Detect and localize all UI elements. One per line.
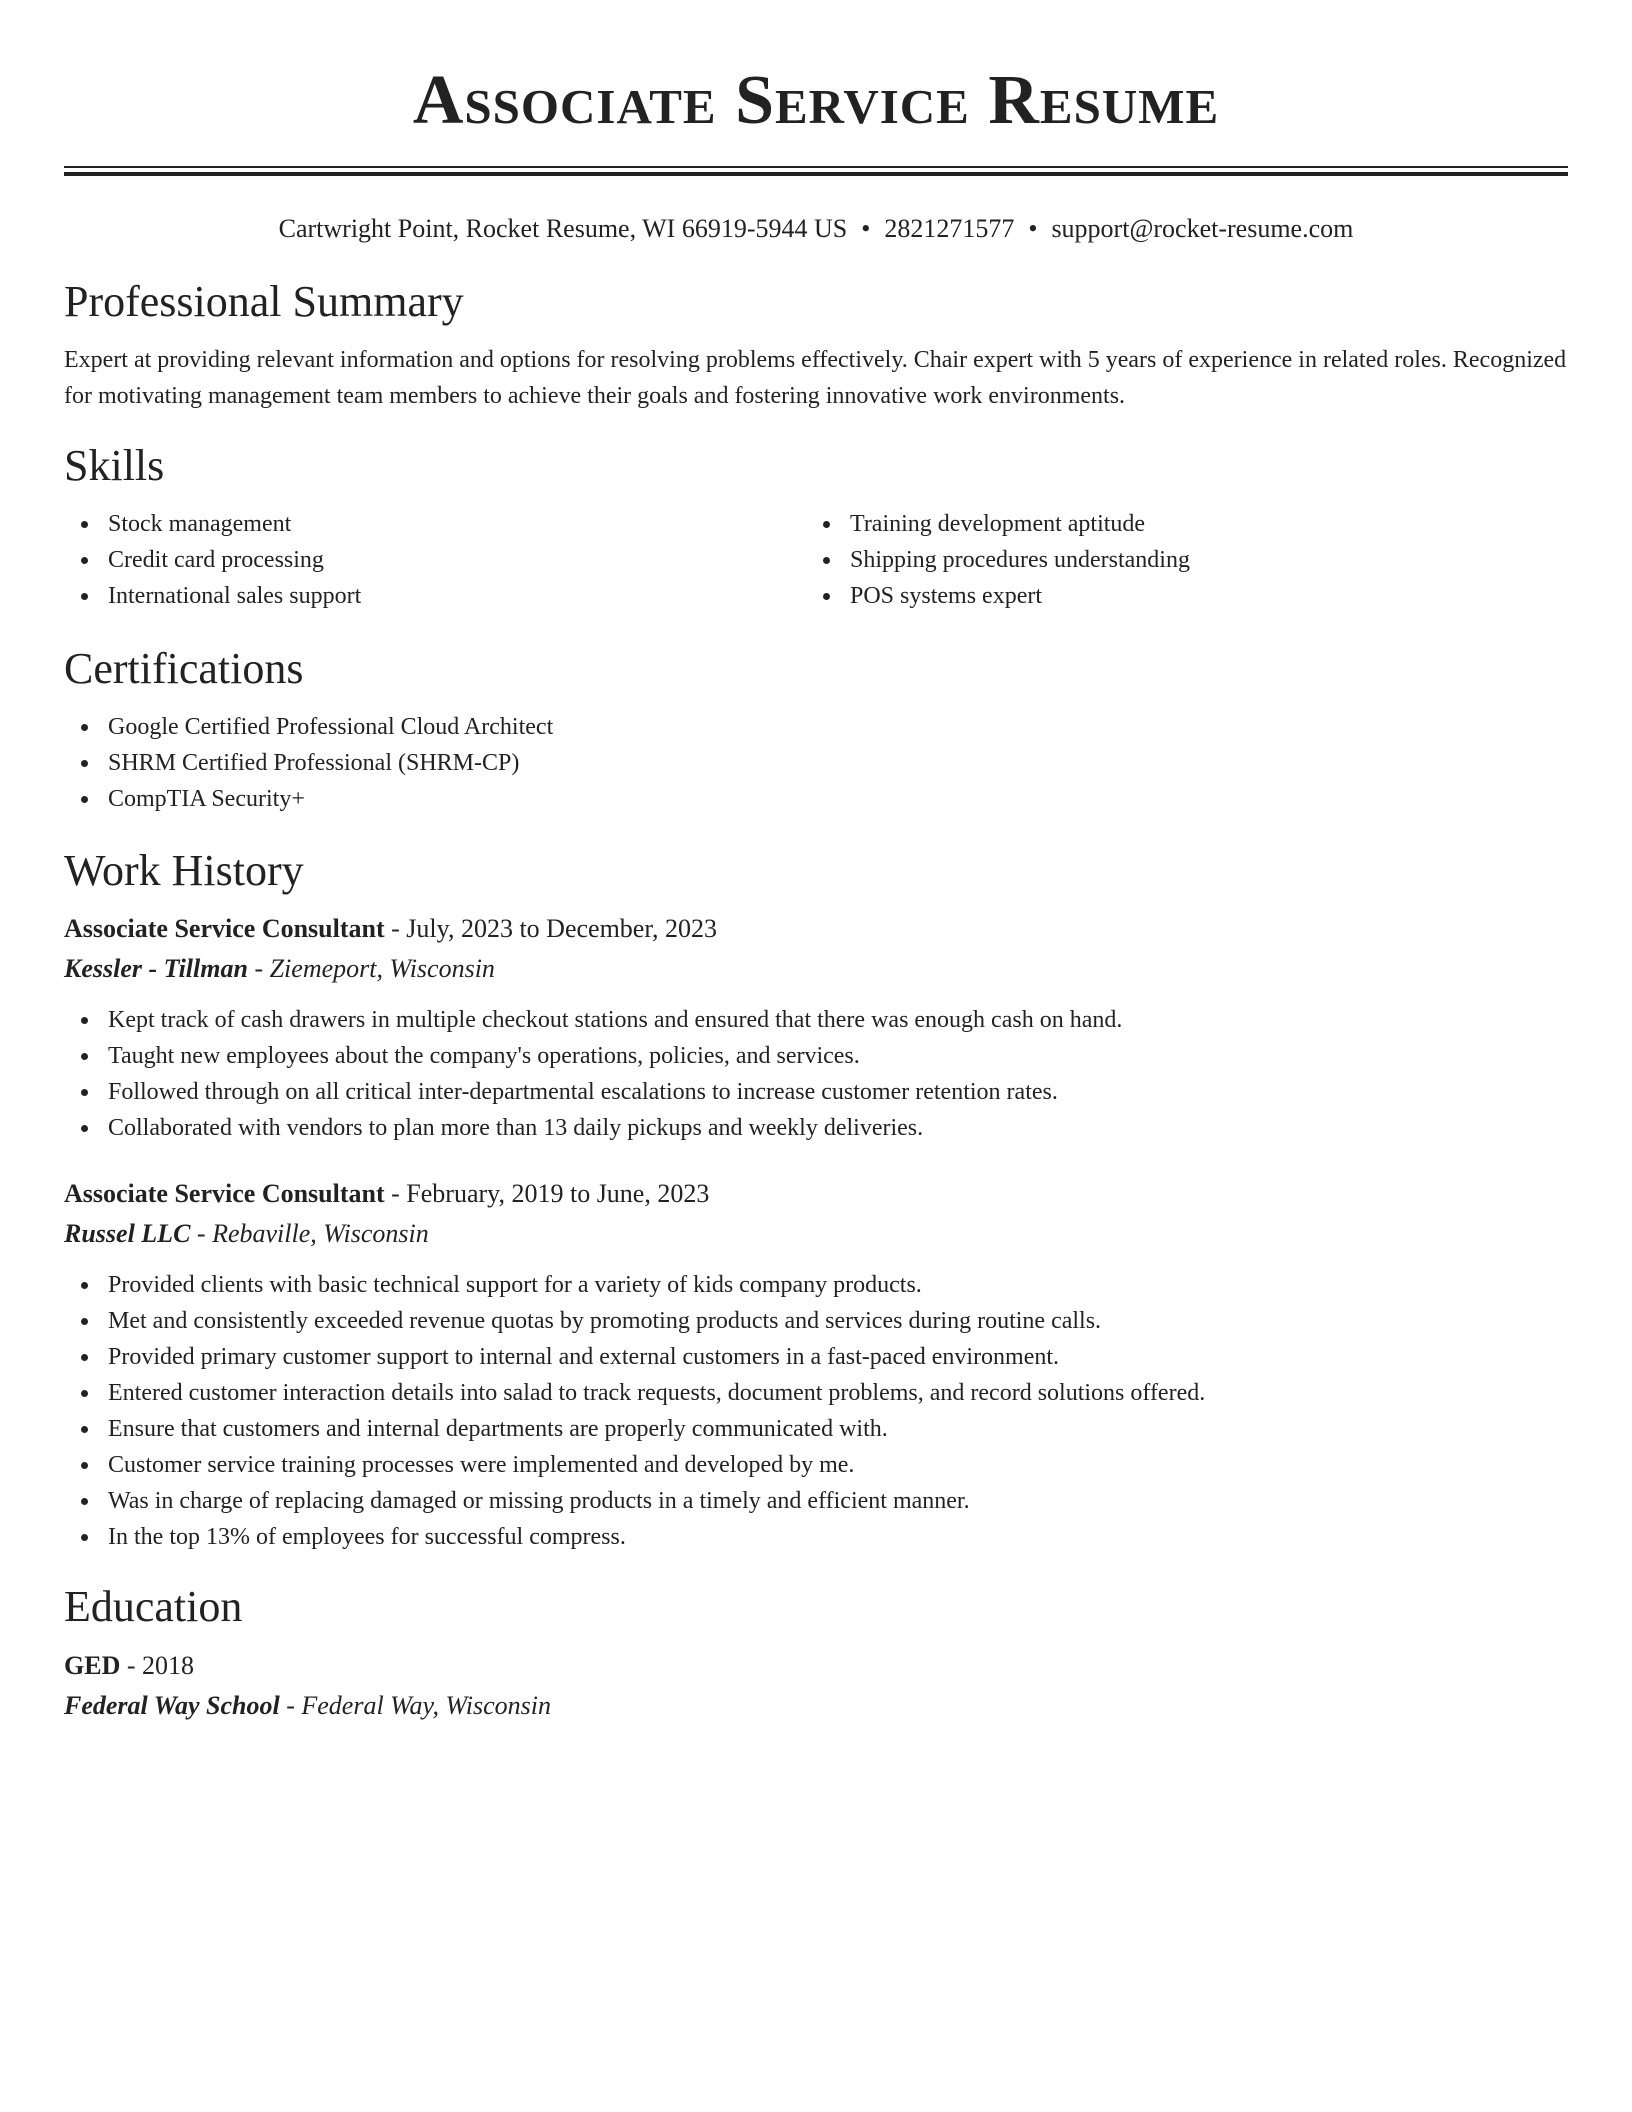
job-company: Kessler - Tillman [64, 954, 248, 983]
contact-address: Cartwright Point, Rocket Resume, WI 66919-5944 US [278, 214, 848, 243]
summary-text: Expert at providing relevant information and options for resolving problems effectively. Chair expert with 5 years of experience in related roles. Recognized for motivating management team members to achieve their goals and fostering innovative work environments. [64, 347, 1567, 409]
skills-column-left [64, 506, 806, 614]
resume-page [64, 0, 1568, 1725]
contact-separator: • [1028, 214, 1038, 243]
divider-thick-line [64, 172, 1568, 176]
summary-heading: Professional Summary [64, 277, 464, 326]
certification-item: CompTIA Security+ [64, 781, 1568, 817]
job-duty-item: Met and consistently exceeded revenue quotas by promoting products and services during routine calls. [64, 1303, 1568, 1339]
education-institution [64, 1687, 1568, 1725]
job-duty-item: Entered customer interaction details into salad to track requests, document problems, and record solutions offered. [64, 1375, 1568, 1411]
contact-email: support@rocket-resume.com [1051, 214, 1354, 243]
skills-heading: Skills [64, 441, 165, 490]
certification-item: Google Certified Professional Cloud Architect [64, 709, 1568, 745]
job-company: Russel LLC [64, 1219, 191, 1248]
education-heading: Education [64, 1582, 243, 1631]
certification-item: SHRM Certified Professional (SHRM-CP) [64, 745, 1568, 781]
job-duty-item: Taught new employees about the company's operations, policies, and services. [64, 1038, 1568, 1074]
job-duties-list [64, 1002, 1568, 1146]
certifications-heading: Certifications [64, 644, 304, 693]
divider-thin-line [64, 166, 1568, 168]
job-location: - Ziemeport, Wisconsin [247, 954, 495, 983]
skill-item: Credit card processing [64, 542, 806, 578]
job-duty-item: Customer service training processes were implemented and developed by me. [64, 1447, 1568, 1483]
job-entry [64, 1175, 1568, 1555]
skill-item: Stock management [64, 506, 806, 542]
education-year: - 2018 [120, 1651, 195, 1680]
skills-list [64, 506, 1568, 614]
contact-phone: 2821271577 [884, 214, 1015, 243]
job-header [64, 1175, 1568, 1213]
resume-title: Associate Service Resume [412, 62, 1220, 139]
job-employer [64, 950, 1568, 988]
skills-column-right [806, 506, 1548, 614]
job-duties-list [64, 1267, 1568, 1555]
job-location: - Rebaville, Wisconsin [190, 1219, 429, 1248]
job-duty-item: Collaborated with vendors to plan more than 13 daily pickups and weekly deliveries. [64, 1110, 1568, 1146]
job-header [64, 910, 1568, 948]
job-duty-item: Followed through on all critical inter-departmental escalations to increase customer retention rates. [64, 1074, 1568, 1110]
job-duty-item: Ensure that customers and internal departments are properly communicated with. [64, 1411, 1568, 1447]
job-dates: - February, 2019 to June, 2023 [384, 1179, 710, 1208]
skill-item: Shipping procedures understanding [806, 542, 1548, 578]
education-school: Federal Way School [64, 1691, 280, 1720]
job-employer [64, 1215, 1568, 1253]
certifications-list [64, 709, 1568, 817]
job-duty-item: Was in charge of replacing damaged or missing products in a timely and efficient manner. [64, 1483, 1568, 1519]
education-entry [64, 1647, 1568, 1725]
skill-item: Training development aptitude [806, 506, 1548, 542]
work-history-heading: Work History [64, 846, 304, 895]
contact-line [64, 213, 1568, 245]
job-duty-item: Provided clients with basic technical support for a variety of kids company products. [64, 1267, 1568, 1303]
job-duty-item: In the top 13% of employees for successful compress. [64, 1519, 1568, 1555]
job-duty-item: Kept track of cash drawers in multiple checkout stations and ensured that there was enough cash on hand. [64, 1002, 1568, 1038]
job-duty-item: Provided primary customer support to internal and external customers in a fast-paced environment. [64, 1339, 1568, 1375]
education-header [64, 1647, 1568, 1685]
education-location: - Federal Way, Wisconsin [279, 1691, 552, 1720]
title-divider [64, 166, 1568, 177]
contact-separator: • [861, 214, 871, 243]
job-dates: - July, 2023 to December, 2023 [384, 914, 717, 943]
education-degree: GED [64, 1651, 121, 1680]
job-title: Associate Service Consultant [64, 914, 385, 943]
skill-item: International sales support [64, 578, 806, 614]
job-title: Associate Service Consultant [64, 1179, 385, 1208]
job-entry [64, 910, 1568, 1146]
skill-item: POS systems expert [806, 578, 1548, 614]
